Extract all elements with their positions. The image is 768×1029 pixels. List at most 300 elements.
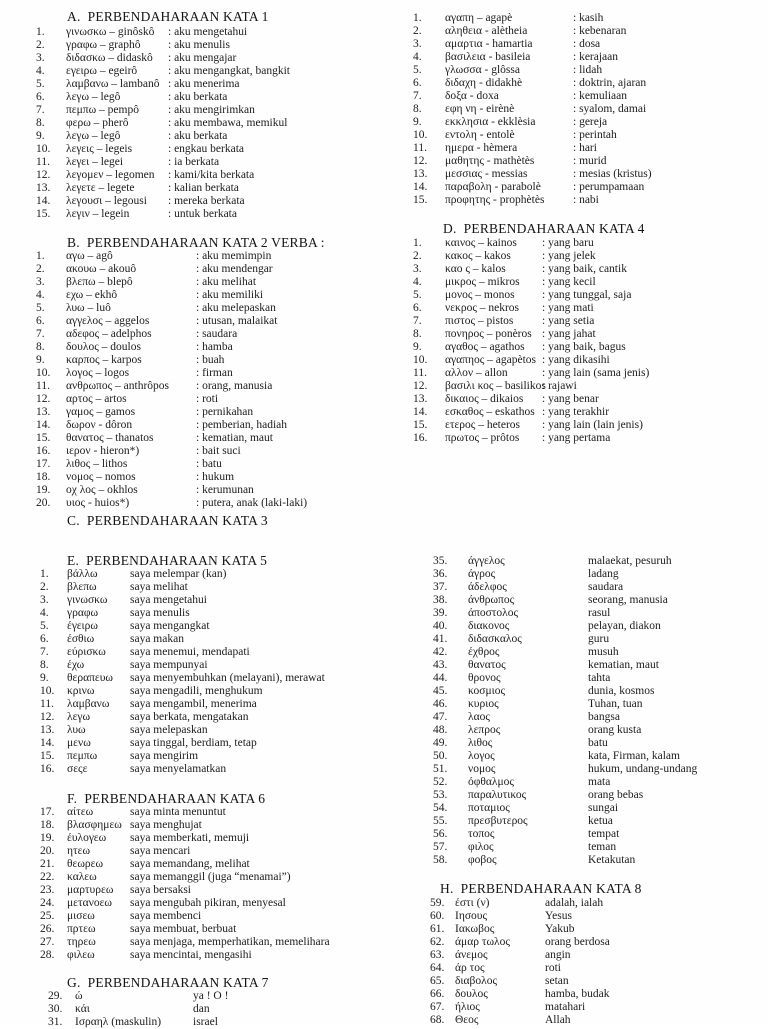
- vocab-row: [36, 250, 307, 263]
- vocab-meaning: orang berdosa: [545, 936, 610, 948]
- vocab-term: ιερον - hieron*): [66, 445, 140, 457]
- vocab-meaning: : perumpamaan: [573, 181, 645, 193]
- vocab-row: [36, 39, 290, 52]
- vocab-row: [40, 581, 325, 594]
- vocab-row: [40, 910, 330, 923]
- vocab-term: αγγελος – aggelos: [66, 315, 150, 327]
- vocab-meaning: : perintah: [573, 129, 617, 141]
- vocab-meaning: : aku mengajar: [168, 52, 237, 64]
- vocab-number: 29.: [48, 990, 63, 1002]
- vocab-meaning: : yang pertama: [542, 432, 611, 444]
- vocab-term: λαμβανω: [67, 698, 110, 710]
- vocab-term: λεγω – legô: [66, 130, 121, 142]
- vocab-number: 22.: [40, 871, 55, 883]
- vocab-number: 9.: [413, 116, 422, 128]
- vocab-term: παραβολη - parabolè: [445, 181, 541, 193]
- vocab-meaning: : putera, anak (laki-laki): [196, 497, 308, 509]
- vocab-row: [413, 142, 652, 155]
- vocab-meaning: : aku menerima: [168, 78, 240, 90]
- vocab-row: [48, 1016, 228, 1029]
- vocab-row: [40, 607, 325, 620]
- vocab-row: [40, 724, 325, 737]
- vocab-term: ετερος – heteros: [445, 419, 521, 431]
- vocab-term: γαμος – gamos: [66, 406, 136, 418]
- vocab-meaning: saya minta menuntut: [130, 806, 226, 818]
- vocab-term: καο ς – kalos: [445, 263, 506, 275]
- vocab-number: 10.: [36, 367, 51, 379]
- vocab-term: αλλον – allon: [445, 367, 508, 379]
- vocab-number: 7.: [40, 646, 49, 658]
- vocab-meaning: : hukum: [196, 471, 235, 483]
- vocab-number: 53.: [433, 789, 448, 801]
- vocab-row: [433, 750, 697, 763]
- vocab-row: [36, 406, 307, 419]
- vocab-term: μονος – monos: [445, 289, 515, 301]
- vocab-number: 12.: [413, 380, 428, 392]
- vocab-meaning: : kami/kita berkata: [168, 169, 255, 181]
- vocab-row: [40, 750, 325, 763]
- vocab-meaning: : aku berkata: [168, 130, 228, 142]
- vocab-meaning: : buah: [196, 354, 225, 366]
- vocab-row: [433, 698, 697, 711]
- vocab-meaning: : kerajaan: [573, 51, 619, 63]
- vocab-row: [36, 263, 307, 276]
- vocab-number: 25.: [40, 910, 55, 922]
- vocab-term: παραλυτικος: [468, 789, 527, 801]
- vocab-number: 11.: [40, 698, 54, 710]
- vocab-row: [40, 685, 325, 698]
- vocab-number: 47.: [433, 711, 448, 723]
- vocab-number: 15.: [36, 208, 51, 220]
- vocab-row: [433, 841, 697, 854]
- vocab-number: 49.: [433, 737, 448, 749]
- vocab-row: [433, 607, 697, 620]
- vocab-term: ημερα - hèmera: [445, 142, 518, 154]
- vocab-number: 2.: [413, 250, 422, 262]
- vocab-row: [36, 497, 307, 510]
- vocab-term: κακος – kakos: [445, 250, 511, 262]
- vocab-meaning: : yang benar: [542, 393, 599, 405]
- vocab-meaning: saya makan: [130, 633, 184, 645]
- vocab-number: 6.: [413, 77, 422, 89]
- vocab-number: 1.: [40, 568, 49, 580]
- vocab-list-35-58: [433, 555, 697, 867]
- vocab-term: θανατος – thanatos: [66, 432, 154, 444]
- vocab-term: γραφω – graphô: [66, 39, 141, 51]
- vocab-row: [413, 419, 649, 432]
- vocab-meaning: : aku membawa, memikul: [168, 117, 288, 129]
- vocab-number: 36.: [433, 568, 448, 580]
- vocab-number: 5.: [36, 302, 45, 314]
- vocab-term: φιλος: [468, 841, 494, 853]
- vocab-meaning: : dosa: [573, 38, 601, 50]
- vocab-meaning: : nabi: [573, 194, 599, 206]
- vocab-number: 68.: [430, 1014, 445, 1026]
- vocab-meaning: seorang, manusia: [588, 594, 668, 606]
- vocab-number: 17.: [36, 458, 51, 470]
- vocab-row: [413, 406, 649, 419]
- vocab-term: εντολη - entolè: [445, 129, 515, 141]
- vocab-term: νομος: [468, 763, 496, 775]
- vocab-number: 1.: [413, 12, 422, 24]
- vocab-number: 15.: [413, 419, 428, 431]
- section-a-list: [36, 26, 290, 221]
- vocab-number: 12.: [36, 169, 51, 181]
- section-g-list: [48, 990, 228, 1029]
- vocab-number: 1.: [36, 250, 45, 262]
- vocab-number: 26.: [40, 923, 55, 935]
- vocab-number: 7.: [413, 315, 422, 327]
- vocab-row: [413, 38, 652, 51]
- vocab-row: [48, 1003, 228, 1016]
- vocab-row: [36, 419, 307, 432]
- vocab-number: 8.: [40, 659, 49, 671]
- vocab-meaning: : yang dikasihi: [542, 354, 610, 366]
- vocab-meaning: : hamba: [196, 341, 233, 353]
- vocab-term: πιστος – pistos: [445, 315, 514, 327]
- vocab-term: κάι: [75, 1003, 90, 1015]
- vocab-number: 20.: [40, 845, 55, 857]
- vocab-term: λαμβανω – lambanô: [66, 78, 160, 90]
- section-d-title: D. PERBENDAHARAAN KATA 4: [443, 221, 645, 236]
- vocab-meaning: : kemuliaan: [573, 90, 627, 102]
- vocab-row: [433, 672, 697, 685]
- vocab-term: τοπος: [468, 828, 495, 840]
- vocab-row: [433, 568, 697, 581]
- vocab-number: 3.: [36, 52, 45, 64]
- vocab-number: 8.: [36, 117, 45, 129]
- vocab-number: 4.: [36, 289, 45, 301]
- vocab-number: 31.: [48, 1016, 63, 1028]
- vocab-number: 1.: [413, 237, 422, 249]
- vocab-term: έσθιω: [67, 633, 95, 645]
- vocab-row: [430, 975, 610, 988]
- vocab-term: λεγετε – legete: [66, 182, 135, 194]
- vocab-number: 18.: [40, 819, 55, 831]
- vocab-row: [430, 962, 610, 975]
- vocab-meaning: : untuk berkata: [168, 208, 237, 220]
- vocab-row: [433, 815, 697, 828]
- vocab-meaning: : kematian, maut: [196, 432, 273, 444]
- vocab-meaning: Ketakutan: [588, 854, 636, 866]
- vocab-meaning: : hari: [573, 142, 597, 154]
- vocab-meaning: adalah, ialah: [545, 897, 604, 909]
- vocab-row: [413, 90, 652, 103]
- vocab-meaning: dan: [193, 1003, 210, 1015]
- vocab-number: 15.: [36, 432, 51, 444]
- vocab-number: 35.: [433, 555, 448, 567]
- vocab-meaning: saya menemui, mendapati: [130, 646, 250, 658]
- section-c-title: C. PERBENDAHARAAN KATA 3: [67, 513, 268, 528]
- vocab-term: λεγεις – legeis: [66, 143, 133, 155]
- vocab-meaning: : mesias (kristus): [573, 168, 652, 180]
- vocab-row: [433, 594, 697, 607]
- vocab-term: δικαιος – dikaios: [445, 393, 524, 405]
- vocab-meaning: tempat: [588, 828, 620, 840]
- vocab-row: [413, 25, 652, 38]
- vocab-meaning: tahta: [588, 672, 611, 684]
- vocab-term: λεγω – legô: [66, 91, 121, 103]
- vocab-term: λεγει – legei: [66, 156, 124, 168]
- vocab-row: [433, 724, 697, 737]
- vocab-number: 64.: [430, 962, 445, 974]
- vocab-number: 4.: [40, 607, 49, 619]
- vocab-meaning: : orang, manusia: [196, 380, 273, 392]
- vocab-row: [430, 1014, 610, 1027]
- vocab-row: [40, 819, 330, 832]
- vocab-row: [40, 659, 325, 672]
- vocab-term: άρ τος: [455, 962, 485, 974]
- section-e-title: E. PERBENDAHARAAN KATA 5: [67, 553, 268, 568]
- vocab-number: 16.: [40, 763, 55, 775]
- vocab-number: 11.: [36, 380, 50, 392]
- vocab-meaning: : aku berkata: [168, 91, 228, 103]
- vocab-number: 12.: [413, 155, 428, 167]
- vocab-number: 67.: [430, 1001, 445, 1013]
- vocab-row: [36, 393, 307, 406]
- vocab-meaning: : yang baru: [542, 237, 594, 249]
- vocab-row: [36, 195, 290, 208]
- vocab-meaning: : kalian berkata: [168, 182, 239, 194]
- vocab-number: 4.: [413, 51, 422, 63]
- vocab-term: λεγιν – legein: [66, 208, 130, 220]
- vocab-term: μενω: [67, 737, 91, 749]
- vocab-row: [36, 367, 307, 380]
- vocab-term: δουλος – doulos: [66, 341, 141, 353]
- vocab-number: 11.: [36, 156, 50, 168]
- vocab-row: [430, 936, 610, 949]
- vocab-meaning: : mereka berkata: [168, 195, 245, 207]
- vocab-term: έστι (ν): [455, 897, 490, 909]
- vocab-term: βλασφημεω: [67, 819, 122, 831]
- vocab-number: 62.: [430, 936, 445, 948]
- vocab-meaning: : yang mati: [542, 302, 594, 314]
- vocab-row: [36, 182, 290, 195]
- section-b-list: [36, 250, 307, 510]
- vocab-meaning: Yakub: [545, 923, 575, 935]
- vocab-row: [433, 854, 697, 867]
- vocab-meaning: saya mengirim: [130, 750, 199, 762]
- vocab-term: βλεπω: [67, 581, 97, 593]
- vocab-row: [433, 789, 697, 802]
- vocab-row: [433, 620, 697, 633]
- vocab-number: 37.: [433, 581, 448, 593]
- vocab-meaning: : aku memimpin: [196, 250, 272, 262]
- vocab-meaning: saya bersaksi: [130, 884, 191, 896]
- vocab-number: 66.: [430, 988, 445, 1000]
- vocab-row: [413, 289, 649, 302]
- vocab-number: 40.: [433, 620, 448, 632]
- vocab-row: [36, 117, 290, 130]
- vocab-term: διδαχη - didakhè: [445, 77, 523, 89]
- vocab-number: 19.: [40, 832, 55, 844]
- vocab-row: [40, 845, 330, 858]
- vocab-row: [413, 155, 652, 168]
- vocab-number: 43.: [433, 659, 448, 671]
- vocab-number: 5.: [413, 289, 422, 301]
- vocab-row: [36, 341, 307, 354]
- section-g-title: G. PERBENDAHARAAN KATA 7: [67, 975, 269, 990]
- vocab-term: εύρισκω: [67, 646, 106, 658]
- vocab-term: πρεσβυτερος: [468, 815, 528, 827]
- vocab-number: 6.: [36, 315, 45, 327]
- vocab-row: [40, 936, 330, 949]
- vocab-number: 18.: [36, 471, 51, 483]
- vocab-row: [413, 432, 649, 445]
- vocab-row: [433, 802, 697, 815]
- vocab-term: μισεω: [67, 910, 95, 922]
- vocab-meaning: ketua: [588, 815, 613, 827]
- vocab-term: έχω: [67, 659, 85, 671]
- vocab-meaning: : yang terakhir: [542, 406, 610, 418]
- vocab-meaning: : bait suci: [196, 445, 241, 457]
- vocab-term: λιθος: [468, 737, 493, 749]
- vocab-meaning: : aku mendengar: [196, 263, 273, 275]
- vocab-meaning: malaekat, pesuruh: [588, 555, 672, 567]
- vocab-number: 9.: [40, 672, 49, 684]
- vocab-meaning: : saudara: [196, 328, 238, 340]
- vocab-term: λογος: [468, 750, 495, 762]
- vocab-number: 9.: [413, 341, 422, 353]
- vocab-number: 42.: [433, 646, 448, 658]
- vocab-meaning: ladang: [588, 568, 619, 580]
- vocab-number: 4.: [36, 65, 45, 77]
- vocab-row: [40, 858, 330, 871]
- vocab-term: κρινω: [67, 685, 95, 697]
- vocab-number: 11.: [413, 142, 427, 154]
- vocab-term: ήλιος: [455, 1001, 480, 1013]
- vocab-term: ητεω: [67, 845, 91, 857]
- vocab-meaning: : aku memiliki: [196, 289, 264, 301]
- vocab-term: μεσσιας - messias: [445, 168, 528, 180]
- vocab-meaning: : kerumunan: [196, 484, 254, 496]
- vocab-term: νομος – nomos: [66, 471, 136, 483]
- vocab-meaning: : pemberian, hadiah: [196, 419, 288, 431]
- vocab-meaning: saya melepaskan: [130, 724, 208, 736]
- vocab-meaning: setan: [545, 975, 569, 987]
- section-h-title: H. PERBENDAHARAAN KATA 8: [440, 881, 642, 896]
- vocab-row: [413, 276, 649, 289]
- vocab-meaning: bangsa: [588, 711, 620, 723]
- vocab-term: βλεπω – blepô: [66, 276, 133, 288]
- vocab-row: [36, 302, 307, 315]
- vocab-number: 20.: [36, 497, 51, 509]
- vocab-row: [433, 763, 697, 776]
- vocab-meaning: teman: [588, 841, 617, 853]
- vocab-row: [413, 302, 649, 315]
- vocab-term: πρτεω: [67, 923, 96, 935]
- vocab-meaning: : gereja: [573, 116, 608, 128]
- vocab-number: 6.: [36, 91, 45, 103]
- vocab-row: [413, 103, 652, 116]
- vocab-row: [433, 737, 697, 750]
- vocab-row: [433, 633, 697, 646]
- vocab-row: [413, 181, 652, 194]
- vocab-term: διδασκαλος: [468, 633, 522, 645]
- section-e-list: [40, 568, 325, 776]
- vocab-number: 1.: [36, 26, 45, 38]
- vocab-row: [40, 923, 330, 936]
- vocab-number: 19.: [36, 484, 51, 496]
- vocab-term: νεκρος – nekros: [445, 302, 520, 314]
- vocab-term: καλεω: [67, 871, 97, 883]
- vocab-number: 51.: [433, 763, 448, 775]
- vocab-number: 17.: [40, 806, 55, 818]
- vocab-term: άδελφος: [468, 581, 507, 593]
- vocab-term: Ισραηλ (maskulin): [75, 1016, 162, 1028]
- vocab-meaning: : aku mengangkat, bangkit: [168, 65, 290, 77]
- vocab-meaning: hamba, budak: [545, 988, 610, 1000]
- vocab-number: 3.: [40, 594, 49, 606]
- vocab-meaning: : aku melepaskan: [196, 302, 276, 314]
- vocab-meaning: saya menjaga, memperhatikan, memelihara: [130, 936, 330, 948]
- vocab-row: [433, 776, 697, 789]
- vocab-row: [413, 12, 652, 25]
- vocab-number: 14.: [413, 406, 428, 418]
- vocab-meaning: : yang lain (lain jenis): [542, 419, 643, 431]
- vocab-term: δοξα - doxa: [445, 90, 499, 102]
- section-b-title: B. PERBENDAHARAAN KATA 2 VERBA :: [67, 235, 325, 250]
- vocab-number: 12.: [36, 393, 51, 405]
- vocab-row: [40, 832, 330, 845]
- vocab-term: λεγουσι – legousi: [66, 195, 147, 207]
- vocab-number: 45.: [433, 685, 448, 697]
- vocab-meaning: saya tinggal, berdiam, tetap: [130, 737, 257, 749]
- vocab-row: [430, 923, 610, 936]
- vocab-number: 4.: [413, 276, 422, 288]
- vocab-meaning: sungai: [588, 802, 619, 814]
- vocab-number: 3.: [36, 276, 45, 288]
- vocab-number: 15.: [40, 750, 55, 762]
- vocab-meaning: mata: [588, 776, 611, 788]
- vocab-row: [36, 143, 290, 156]
- vocab-number: 13.: [36, 182, 51, 194]
- vocab-row: [413, 367, 649, 380]
- vocab-meaning: saya mengubah pikiran, menyesal: [130, 897, 286, 909]
- right-top-vocab-list: [413, 12, 652, 207]
- vocab-meaning: saya mencari: [130, 845, 191, 857]
- vocab-term: μαρτυρεω: [67, 884, 114, 896]
- vocab-row: [413, 116, 652, 129]
- vocab-row: [413, 263, 649, 276]
- vocab-number: 16.: [413, 432, 428, 444]
- vocab-term: οχ λος – okhlos: [66, 484, 138, 496]
- vocab-number: 38.: [433, 594, 448, 606]
- section-f-list: [40, 806, 330, 962]
- vocab-meaning: saya mengambil, menerima: [130, 698, 257, 710]
- vocab-meaning: batu: [588, 737, 608, 749]
- vocab-term: γινωσκω – ginôskô: [66, 26, 155, 38]
- vocab-number: 41.: [433, 633, 448, 645]
- vocab-term: βάλλω: [67, 568, 98, 580]
- vocab-row: [40, 737, 325, 750]
- vocab-term: θεραπευω: [67, 672, 113, 684]
- vocab-row: [36, 78, 290, 91]
- vocab-number: 21.: [40, 858, 55, 870]
- vocab-row: [433, 828, 697, 841]
- vocab-term: θεωρεω: [67, 858, 104, 870]
- vocab-meaning: angin: [545, 949, 571, 961]
- vocab-meaning: saya menghujat: [130, 819, 202, 831]
- vocab-meaning: saya membenci: [130, 910, 202, 922]
- vocab-row: [36, 471, 307, 484]
- vocab-term: άνεμος: [455, 949, 488, 961]
- vocab-row: [40, 871, 330, 884]
- vocab-meaning: Yesus: [545, 910, 572, 922]
- vocab-row: [413, 380, 649, 393]
- vocab-number: 8.: [413, 103, 422, 115]
- vocab-term: γλωσσα - glôssa: [445, 64, 520, 76]
